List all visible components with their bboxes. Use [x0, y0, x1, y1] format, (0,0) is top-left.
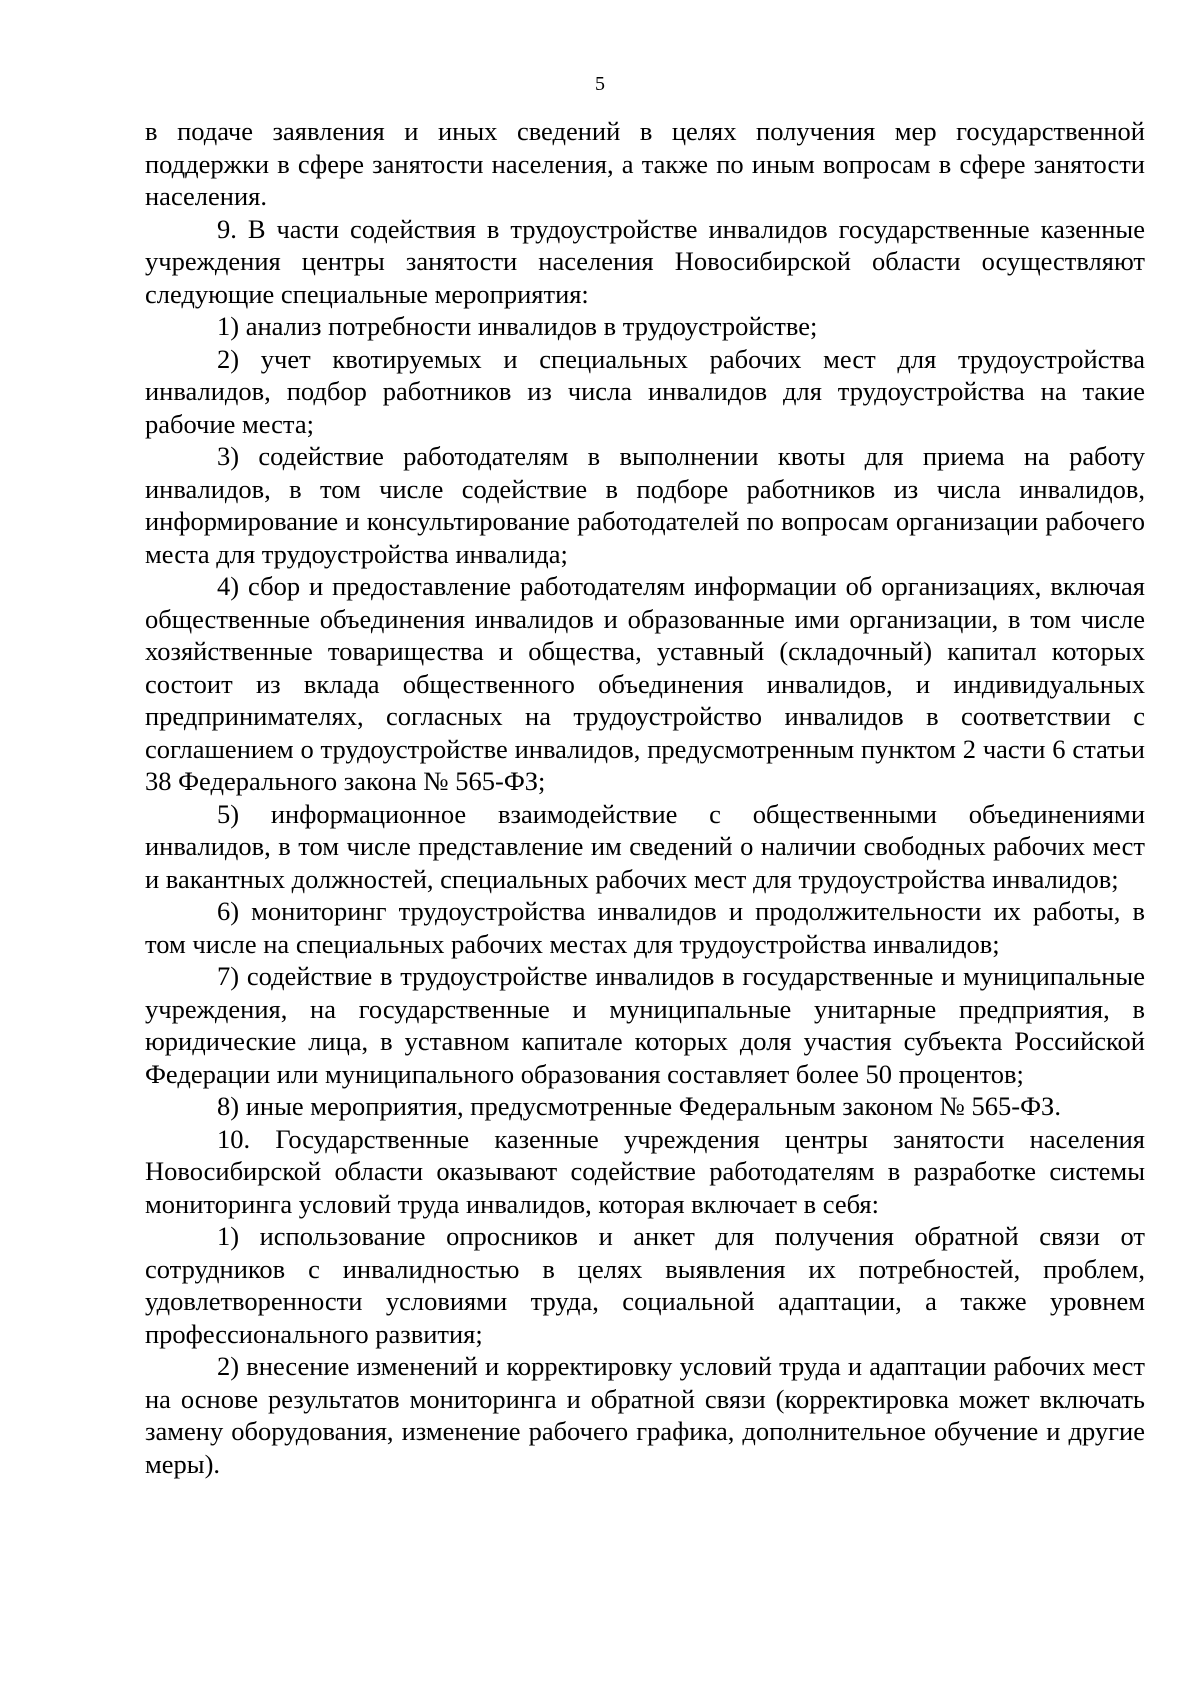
paragraph-10-subitem-1: 1) использование опросников и анкет для получения обратной связи от сотрудников с инвалидностью в целях выявления их потребностей, проблем, удовлетворенности условиями труда, социальной адаптации, а также уровнем профессионального развития;	[145, 1221, 1145, 1349]
paragraph-10-subitem-2: 2) внесение изменений и корректировку условий труда и адаптации рабочих мест на основе результатов мониторинга и обратной связи (корректировка может включать замену оборудования, изменение рабочего графика, дополнительное обучение и другие меры).	[145, 1351, 1145, 1479]
paragraph-9-subitem-8: 8) иные мероприятия, предусмотренные Федеральным законом № 565-ФЗ.	[217, 1091, 1061, 1121]
paragraph-9-subitem-3: 3) содействие работодателям в выполнении квоты для приема на работу инвалидов, в том числе содействие в подборе работников из числа инвалидов, информирование и консультирование работодателей по вопросам организации рабочего места для трудоустройства инвалида;	[145, 441, 1145, 569]
paragraph-9-subitem-4: 4) сбор и предоставление работодателям информации об организациях, включая общественные объединения инвалидов и образованные ими организации, в том числе хозяйственные товарищества и общества, уставный (складочный) капитал которых состоит из вклада общественного объединения инвалидов, и индивидуальных предпринимателях, согласных на трудоустройство инвалидов в соответствии с соглашением о трудоустройстве инвалидов, предусмотренным пунктом 2 части 6 статьи 38 Федерального закона № 565-ФЗ;	[145, 571, 1145, 796]
paragraph-9-subitem-6: 6) мониторинг трудоустройства инвалидов и продолжительности их работы, в том числе на специальных рабочих местах для трудоустройства инвалидов;	[145, 896, 1145, 959]
paragraph-9-subitem-1: 1) анализ потребности инвалидов в трудоустройстве;	[217, 311, 818, 341]
page-number: 5	[595, 73, 605, 95]
paragraph-item-9: 9. В части содействия в трудоустройстве инвалидов государственные казенные учреждения центры занятости населения Новосибирской области осуществляют следующие специальные мероприятия:	[145, 213, 1145, 309]
paragraph-9-subitem-5: 5) информационное взаимодействие с общественными объединениями инвалидов, в том числе представление им сведений о наличии свободных рабочих мест и вакантных должностей, специальных рабочих мест для трудоустройства инвалидов;	[145, 798, 1145, 894]
document-body	[145, 115, 1145, 1480]
paragraph-continuation: в подаче заявления и иных сведений в целях получения мер государственной поддержки в сфере занятости населения, а также по иным вопросам в сфере занятости населения.	[145, 116, 1145, 211]
paragraph-9-subitem-2: 2) учет квотируемых и специальных рабочих мест для трудоустройства инвалидов, подбор работников из числа инвалидов для трудоустройства на такие рабочие места;	[145, 343, 1145, 439]
paragraph-item-10: 10. Государственные казенные учреждения центры занятости населения Новосибирской области оказывают содействие работодателям в разработке системы мониторинга условий труда инвалидов, которая включает в себя:	[145, 1123, 1145, 1219]
paragraph-9-subitem-7: 7) содействие в трудоустройстве инвалидов в государственные и муниципальные учреждения, на государственные и муниципальные унитарные предприятия, в юридические лица, в уставном капитале которых доля участия субъекта Российской Федерации или муниципального образования составляет более 50 процентов;	[145, 961, 1145, 1089]
